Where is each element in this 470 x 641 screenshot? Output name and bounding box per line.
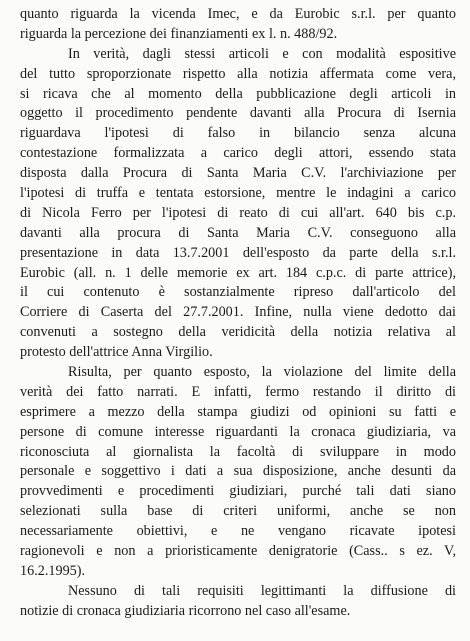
text-line: protesto dell'attrice Anna Virgilio. (20, 344, 213, 361)
text-line: persone di comune interesse riguardanti la cronaca giudiziaria, va (20, 423, 456, 440)
text-line: verità dei fatto narrati. E infatti, fermo restando il diritto di (20, 383, 456, 400)
text-line: disposta dalla Procura di Santa Maria C.V. l'archiviazione per (20, 165, 456, 182)
text-line: Nessuno di tali requisiti legittimanti la diffusione di (68, 582, 456, 599)
text-line: quanto riguarda la vicenda Imec, e da Eurobic s.r.l. per quanto (20, 6, 456, 22)
text-line: riguardava l'ipotesi di falso in bilancio senza alcuna (20, 125, 456, 142)
text-line: oggetto il procedimento pendente davanti alla Procura di Isernia (20, 105, 456, 122)
text-line: di Nicola Ferro per l'ipotesi di reato di cui all'art. 640 bis c.p. (20, 204, 456, 221)
text-line: riguarda la percezione dei finanziamenti ex l. n. 488/92. (20, 25, 338, 42)
text-line: contestazione formalizzata a carico degli attori, essendo stata (20, 145, 456, 162)
text-line: notizie di cronaca giudiziaria ricorrono nel caso all'esame. (20, 602, 351, 619)
document-body (20, 5, 456, 622)
text-line: esprimere a mezzo della stampa giudizi od opinioni su fatti e (20, 403, 456, 420)
text-line: riconosciuta al giornalista la facoltà di sviluppare in modo (20, 443, 456, 460)
text-line: personale e soggettivo i dati a sua disposizione, anche desunti da (20, 463, 456, 480)
text-line: necessariamente obiettivi, e ne vengano ricavate ipotesi (20, 523, 456, 540)
text-line: Risulta, per quanto esposto, la violazione del limite della (68, 364, 456, 381)
text-line: In verità, dagli stessi articoli e con modalità espositive (68, 45, 456, 62)
text-line: del tutto sproporzionate rispetto alla notizia affermata come vera, (20, 65, 456, 82)
text-line: il cui contenuto è sostanzialmente ripreso dall'articolo del (20, 284, 456, 301)
text-line: l'ipotesi di truffa e tentata estorsione, mentre le indagini a carico (20, 185, 456, 202)
text-line: 16.2.1995). (20, 562, 86, 579)
text-line: selezionati sulla base di criteri uniformi, anche se non (20, 503, 456, 520)
text-line: Corriere di Caserta del 27.7.2001. Infine, nulla viene dedotto dai (20, 304, 456, 321)
text-line: si ricava che al momento della pubblicazione degli articoli in (20, 85, 456, 102)
text-line: davanti alla procura di Santa Maria C.V. conseguono alla (20, 224, 456, 241)
text-line: convenuti a sostegno della veridicità della notizia relativa al (20, 324, 456, 341)
text-line: provvedimenti e procedimenti giudiziari, purché tali dati siano (20, 483, 456, 500)
text-line: Eurobic (all. n. 1 delle memorie ex art. 184 c.p.c. di parte attrice), (20, 264, 456, 281)
text-line: presentazione in data 13.7.2001 dell'esposto da parte della s.r.l. (20, 244, 456, 261)
text-line: ragionevoli e non a prioristicamente denigratorie (Cass.. s ez. V, (20, 543, 456, 560)
